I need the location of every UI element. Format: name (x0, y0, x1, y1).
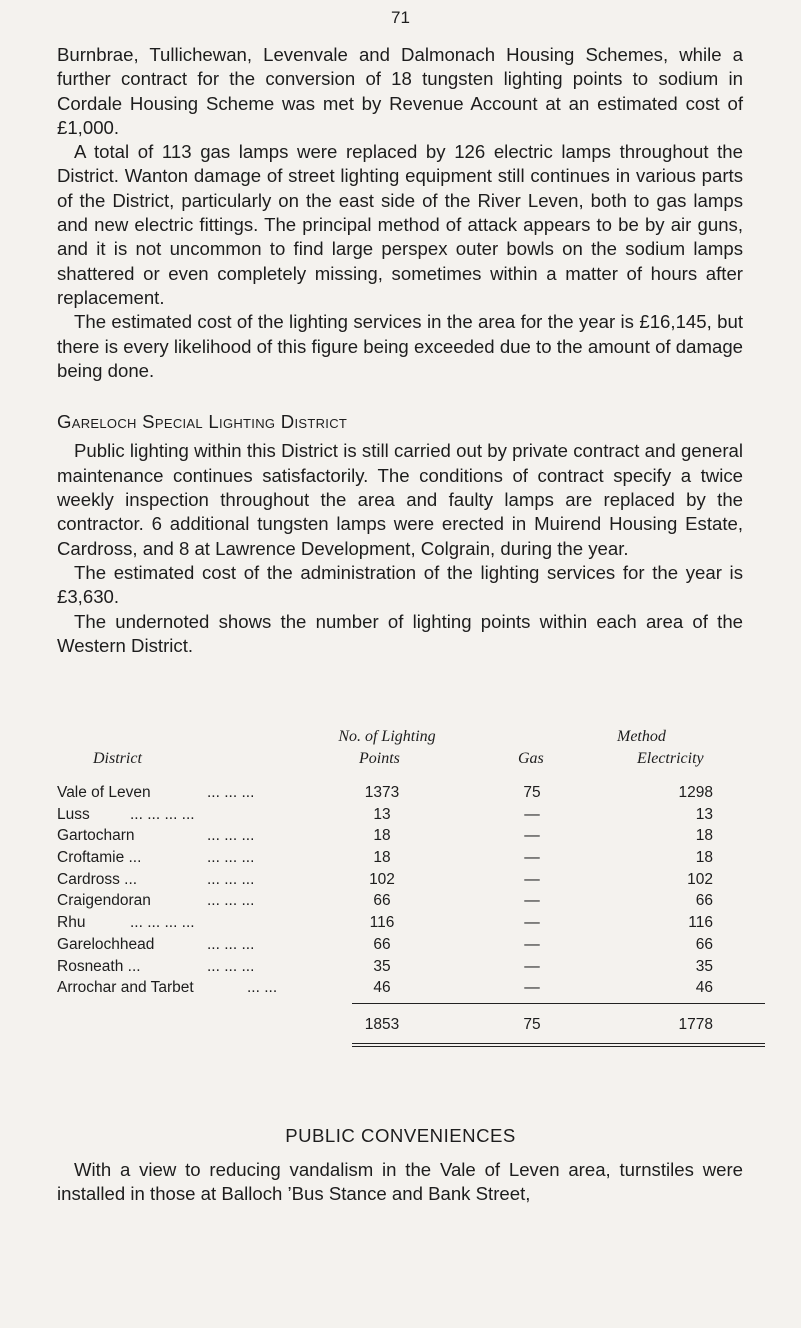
body-text-bottom (57, 1158, 743, 1207)
cell-electricity: 18 (695, 849, 713, 867)
cell-district: Craigendoran (57, 892, 151, 910)
cell-district: Luss (57, 805, 90, 823)
table-row (57, 871, 713, 893)
cell-dots: ... ... ... ... (130, 805, 195, 823)
cell-dots: ... ... ... (207, 957, 255, 975)
cell-electricity: 46 (695, 979, 713, 997)
header-points-line1: No. of Lighting (338, 728, 436, 745)
body-text (57, 43, 743, 658)
cell-dots: ... ... ... (207, 892, 255, 910)
cell-electricity: 66 (695, 935, 713, 953)
table-body (57, 784, 713, 1001)
table-row (57, 936, 713, 958)
total-points: 1853 (364, 1016, 400, 1033)
cell-electricity: 116 (688, 914, 713, 932)
paragraph: A total of 113 gas lamps were replaced by 126 electric lamps throughout the District. Wanton damage of street lighting equipment still continues in various parts of the District, particularly on the east side of the River Leven, both to gas lamps and new electric fittings. The principal method of attack appears to be by air guns, and it is not uncommon to find large perspex outer bowls on the sodium lamps shattered or even completely missing, sometimes within a matter of hours after replacement. (57, 141, 743, 308)
paragraph: The estimated cost of the administration of the lighting services for the year is £3,630. (57, 561, 743, 608)
cell-dots: ... ... ... (207, 935, 255, 953)
header-points-line2: Points (359, 750, 400, 767)
table-row (57, 806, 713, 828)
totals-row (57, 1016, 713, 1038)
section-title-public-conveniences: PUBLIC CONVENIENCES (285, 1125, 516, 1146)
table-row (57, 892, 713, 914)
table-row (57, 849, 713, 871)
cell-district: Croftamie ... (57, 849, 142, 867)
cell-dots: ... ... ... ... (130, 914, 195, 932)
table-row (57, 958, 713, 980)
cell-points: 35 (373, 957, 391, 975)
cell-gas: — (524, 914, 540, 932)
header-electricity: Electricity (637, 750, 704, 767)
cell-district: Arrochar and Tarbet (57, 979, 194, 997)
page-number: 71 (391, 8, 410, 27)
table-header (57, 728, 713, 784)
header-gas: Gas (518, 750, 544, 767)
cell-points: 13 (373, 805, 391, 823)
section-title-gareloch: Gareloch Special Lighting District (57, 411, 348, 433)
paragraph: Public lighting within this District is still carried out by private contract and general maintenance continues satisfactorily. The conditions of contract specify a twice weekly inspection throughout the area and faulty lamps are replaced by the contractor. 6 additional tungsten lamps were erected in Muirend Housing Estate, Cardross, and 8 at Lawrence Development, Colgrain, during the year. (57, 440, 743, 559)
cell-gas: 75 (523, 784, 541, 801)
paragraph: The undernoted shows the number of lighting points within each area of the Western District. (57, 610, 743, 656)
header-method: Method (617, 728, 666, 745)
paragraph: With a view to reducing vandalism in the Vale of Leven area, turnstiles were installed in those at Balloch ’Bus Stance and Bank Street, (57, 1159, 743, 1205)
table-row (57, 914, 713, 936)
cell-electricity: 35 (695, 957, 713, 975)
cell-points: 116 (369, 914, 395, 932)
paragraph: The estimated cost of the lighting services in the area for the year is £16,145, but there is every likelihood of this figure being exceeded due to the amount of damage being done. (57, 311, 743, 381)
totals-rule-bottom (352, 1043, 765, 1044)
cell-electricity: 66 (695, 892, 713, 910)
cell-points: 102 (369, 870, 395, 888)
cell-points: 66 (373, 935, 391, 953)
cell-points: 46 (373, 979, 391, 997)
cell-district: Rosneath ... (57, 957, 141, 975)
cell-electricity: 102 (687, 870, 713, 888)
cell-gas: — (524, 935, 540, 953)
cell-district: Cardross ... (57, 870, 138, 888)
cell-dots: ... ... ... (207, 827, 255, 845)
cell-gas: — (524, 805, 540, 823)
total-gas: 75 (523, 1016, 541, 1033)
cell-points: 18 (373, 827, 391, 845)
cell-dots: ... ... ... (207, 870, 255, 888)
cell-dots: ... ... ... (207, 849, 255, 867)
table-row (57, 827, 713, 849)
total-electricity: 1778 (678, 1016, 713, 1033)
totals-rule-top (352, 1003, 765, 1004)
cell-electricity: 13 (695, 805, 713, 823)
cell-dots: ... ... ... (207, 784, 255, 801)
cell-gas: — (524, 892, 540, 910)
cell-electricity: 1298 (678, 784, 713, 801)
lighting-points-table (57, 728, 713, 1033)
cell-gas: — (524, 827, 540, 845)
cell-district: Garelochhead (57, 935, 155, 953)
cell-district: Vale of Leven (57, 784, 151, 801)
cell-electricity: 18 (695, 827, 713, 845)
totals-rule-bottom-double (352, 1046, 765, 1047)
cell-gas: — (524, 849, 540, 867)
paragraph: Burnbrae, Tullichewan, Levenvale and Dalmonach Housing Schemes, while a further contract for the conversion of 18 tungsten lighting points to sodium in Cordale Housing Scheme was met by Revenue Account at an estimated cost of £1,000. (57, 44, 743, 138)
cell-district: Gartocharn (57, 827, 135, 845)
cell-points: 66 (373, 892, 391, 910)
cell-district: Rhu (57, 914, 86, 932)
cell-gas: — (524, 979, 540, 997)
table-row (57, 979, 713, 1001)
cell-points: 1373 (364, 784, 400, 801)
cell-gas: — (524, 870, 540, 888)
table-row (57, 784, 713, 806)
header-district: District (93, 750, 142, 767)
cell-dots: ... ... (247, 979, 278, 997)
cell-gas: — (524, 957, 540, 975)
cell-points: 18 (373, 849, 391, 867)
